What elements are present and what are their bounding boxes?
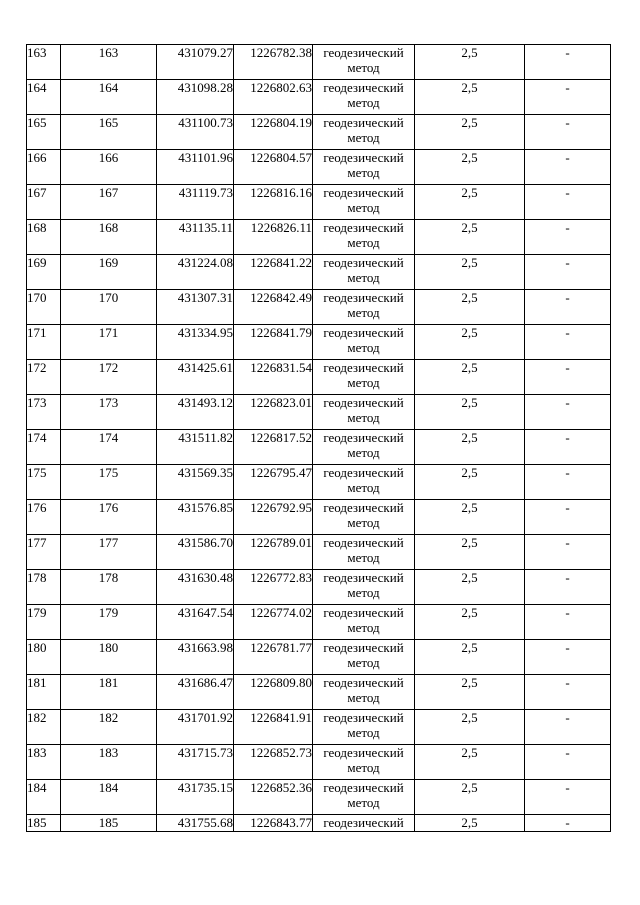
table-row: [27, 185, 611, 220]
cell-precision: 2,5: [415, 640, 525, 675]
cell-y-coordinate: 1226804.57: [234, 150, 313, 185]
cell-method: геодезический метод: [313, 45, 415, 80]
cell-x-coordinate: 431686.47: [157, 675, 234, 710]
cell-row-number: 163: [27, 45, 61, 80]
cell-note: -: [525, 150, 611, 185]
cell-note: -: [525, 570, 611, 605]
cell-method: геодезический метод: [313, 605, 415, 640]
cell-y-coordinate: 1226774.02: [234, 605, 313, 640]
cell-precision: 2,5: [415, 465, 525, 500]
cell-method: геодезический метод: [313, 360, 415, 395]
cell-y-coordinate: 1226804.19: [234, 115, 313, 150]
table-row: [27, 605, 611, 640]
cell-method: геодезический метод: [313, 745, 415, 780]
cell-method: геодезический метод: [313, 570, 415, 605]
cell-note: -: [525, 710, 611, 745]
cell-y-coordinate: 1226809.80: [234, 675, 313, 710]
cell-point-number: 165: [61, 115, 157, 150]
cell-method: геодезический метод: [313, 185, 415, 220]
cell-x-coordinate: 431079.27: [157, 45, 234, 80]
table-body: [27, 45, 611, 832]
cell-note: -: [525, 395, 611, 430]
cell-precision: 2,5: [415, 395, 525, 430]
cell-y-coordinate: 1226792.95: [234, 500, 313, 535]
cell-row-number: 165: [27, 115, 61, 150]
table-row: [27, 745, 611, 780]
cell-x-coordinate: 431493.12: [157, 395, 234, 430]
cell-method: геодезический метод: [313, 710, 415, 745]
cell-point-number: 182: [61, 710, 157, 745]
cell-y-coordinate: 1226823.01: [234, 395, 313, 430]
cell-note: -: [525, 745, 611, 780]
table-row: [27, 45, 611, 80]
cell-x-coordinate: 431715.73: [157, 745, 234, 780]
cell-y-coordinate: 1226843.77: [234, 815, 313, 832]
cell-point-number: 178: [61, 570, 157, 605]
cell-precision: 2,5: [415, 745, 525, 780]
cell-precision: 2,5: [415, 780, 525, 815]
cell-point-number: 164: [61, 80, 157, 115]
cell-precision: 2,5: [415, 675, 525, 710]
table-row: [27, 255, 611, 290]
cell-row-number: 172: [27, 360, 61, 395]
cell-method: геодезический метод: [313, 255, 415, 290]
cell-precision: 2,5: [415, 500, 525, 535]
table-row: [27, 360, 611, 395]
table-row: [27, 570, 611, 605]
cell-note: -: [525, 360, 611, 395]
cell-row-number: 180: [27, 640, 61, 675]
cell-y-coordinate: 1226826.11: [234, 220, 313, 255]
table-row: [27, 150, 611, 185]
cell-precision: 2,5: [415, 185, 525, 220]
cell-point-number: 177: [61, 535, 157, 570]
cell-row-number: 176: [27, 500, 61, 535]
cell-point-number: 174: [61, 430, 157, 465]
cell-x-coordinate: 431701.92: [157, 710, 234, 745]
cell-point-number: 176: [61, 500, 157, 535]
cell-y-coordinate: 1226802.63: [234, 80, 313, 115]
cell-y-coordinate: 1226831.54: [234, 360, 313, 395]
table-row: [27, 535, 611, 570]
cell-note: -: [525, 45, 611, 80]
cell-row-number: 166: [27, 150, 61, 185]
cell-y-coordinate: 1226817.52: [234, 430, 313, 465]
cell-row-number: 174: [27, 430, 61, 465]
cell-method: геодезический метод: [313, 675, 415, 710]
cell-row-number: 183: [27, 745, 61, 780]
coordinates-table: [26, 44, 611, 832]
cell-row-number: 167: [27, 185, 61, 220]
table-row: [27, 815, 611, 832]
cell-precision: 2,5: [415, 290, 525, 325]
cell-row-number: 185: [27, 815, 61, 832]
cell-method: геодезический метод: [313, 465, 415, 500]
cell-row-number: 182: [27, 710, 61, 745]
cell-row-number: 175: [27, 465, 61, 500]
cell-x-coordinate: 431098.28: [157, 80, 234, 115]
cell-method: геодезический метод: [313, 150, 415, 185]
cell-point-number: 183: [61, 745, 157, 780]
cell-x-coordinate: 431647.54: [157, 605, 234, 640]
cell-point-number: 180: [61, 640, 157, 675]
cell-method: геодезический: [313, 815, 415, 832]
cell-precision: 2,5: [415, 255, 525, 290]
cell-method: геодезический метод: [313, 325, 415, 360]
cell-point-number: 179: [61, 605, 157, 640]
cell-x-coordinate: 431586.70: [157, 535, 234, 570]
cell-method: геодезический метод: [313, 290, 415, 325]
cell-row-number: 179: [27, 605, 61, 640]
table-row: [27, 675, 611, 710]
cell-row-number: 178: [27, 570, 61, 605]
cell-precision: 2,5: [415, 815, 525, 832]
table-row: [27, 115, 611, 150]
cell-x-coordinate: 431119.73: [157, 185, 234, 220]
cell-y-coordinate: 1226795.47: [234, 465, 313, 500]
cell-row-number: 164: [27, 80, 61, 115]
cell-x-coordinate: 431307.31: [157, 290, 234, 325]
cell-note: -: [525, 255, 611, 290]
cell-point-number: 173: [61, 395, 157, 430]
cell-row-number: 173: [27, 395, 61, 430]
cell-precision: 2,5: [415, 115, 525, 150]
table-row: [27, 640, 611, 675]
cell-note: -: [525, 465, 611, 500]
table-row: [27, 290, 611, 325]
cell-x-coordinate: 431755.68: [157, 815, 234, 832]
cell-point-number: 166: [61, 150, 157, 185]
cell-x-coordinate: 431334.95: [157, 325, 234, 360]
cell-row-number: 177: [27, 535, 61, 570]
cell-y-coordinate: 1226782.38: [234, 45, 313, 80]
cell-precision: 2,5: [415, 150, 525, 185]
cell-y-coordinate: 1226852.36: [234, 780, 313, 815]
table-row: [27, 500, 611, 535]
cell-y-coordinate: 1226842.49: [234, 290, 313, 325]
cell-x-coordinate: 431569.35: [157, 465, 234, 500]
cell-method: геодезический метод: [313, 535, 415, 570]
cell-precision: 2,5: [415, 220, 525, 255]
cell-y-coordinate: 1226841.91: [234, 710, 313, 745]
cell-point-number: 172: [61, 360, 157, 395]
cell-y-coordinate: 1226841.79: [234, 325, 313, 360]
cell-precision: 2,5: [415, 535, 525, 570]
cell-method: геодезический метод: [313, 115, 415, 150]
cell-x-coordinate: 431630.48: [157, 570, 234, 605]
cell-precision: 2,5: [415, 325, 525, 360]
table-row: [27, 80, 611, 115]
cell-method: геодезический метод: [313, 500, 415, 535]
cell-method: геодезический метод: [313, 80, 415, 115]
cell-note: -: [525, 430, 611, 465]
cell-note: -: [525, 535, 611, 570]
cell-method: геодезический метод: [313, 430, 415, 465]
table-row: [27, 710, 611, 745]
cell-x-coordinate: 431100.73: [157, 115, 234, 150]
cell-x-coordinate: 431576.85: [157, 500, 234, 535]
cell-note: -: [525, 815, 611, 832]
table-row: [27, 780, 611, 815]
cell-precision: 2,5: [415, 360, 525, 395]
cell-point-number: 168: [61, 220, 157, 255]
cell-row-number: 171: [27, 325, 61, 360]
cell-method: геодезический метод: [313, 780, 415, 815]
cell-point-number: 163: [61, 45, 157, 80]
cell-row-number: 184: [27, 780, 61, 815]
cell-method: геодезический метод: [313, 220, 415, 255]
table-row: [27, 395, 611, 430]
cell-note: -: [525, 325, 611, 360]
cell-precision: 2,5: [415, 430, 525, 465]
cell-point-number: 185: [61, 815, 157, 832]
cell-note: -: [525, 780, 611, 815]
cell-y-coordinate: 1226841.22: [234, 255, 313, 290]
cell-precision: 2,5: [415, 570, 525, 605]
cell-method: геодезический метод: [313, 640, 415, 675]
cell-note: -: [525, 80, 611, 115]
cell-point-number: 169: [61, 255, 157, 290]
cell-note: -: [525, 675, 611, 710]
cell-note: -: [525, 220, 611, 255]
cell-row-number: 181: [27, 675, 61, 710]
table-row: [27, 465, 611, 500]
cell-x-coordinate: 431663.98: [157, 640, 234, 675]
cell-note: -: [525, 500, 611, 535]
cell-y-coordinate: 1226789.01: [234, 535, 313, 570]
cell-y-coordinate: 1226816.16: [234, 185, 313, 220]
table-row: [27, 220, 611, 255]
cell-row-number: 170: [27, 290, 61, 325]
cell-row-number: 168: [27, 220, 61, 255]
cell-x-coordinate: 431224.08: [157, 255, 234, 290]
cell-x-coordinate: 431511.82: [157, 430, 234, 465]
cell-x-coordinate: 431735.15: [157, 780, 234, 815]
table-row: [27, 325, 611, 360]
cell-x-coordinate: 431101.96: [157, 150, 234, 185]
cell-note: -: [525, 640, 611, 675]
cell-note: -: [525, 185, 611, 220]
cell-precision: 2,5: [415, 710, 525, 745]
cell-precision: 2,5: [415, 605, 525, 640]
cell-x-coordinate: 431135.11: [157, 220, 234, 255]
table-row: [27, 430, 611, 465]
cell-precision: 2,5: [415, 80, 525, 115]
cell-point-number: 181: [61, 675, 157, 710]
cell-point-number: 171: [61, 325, 157, 360]
cell-precision: 2,5: [415, 45, 525, 80]
cell-y-coordinate: 1226781.77: [234, 640, 313, 675]
cell-point-number: 175: [61, 465, 157, 500]
cell-y-coordinate: 1226772.83: [234, 570, 313, 605]
cell-point-number: 167: [61, 185, 157, 220]
cell-note: -: [525, 290, 611, 325]
cell-point-number: 170: [61, 290, 157, 325]
cell-row-number: 169: [27, 255, 61, 290]
cell-point-number: 184: [61, 780, 157, 815]
cell-y-coordinate: 1226852.73: [234, 745, 313, 780]
cell-method: геодезический метод: [313, 395, 415, 430]
cell-note: -: [525, 115, 611, 150]
cell-note: -: [525, 605, 611, 640]
cell-x-coordinate: 431425.61: [157, 360, 234, 395]
